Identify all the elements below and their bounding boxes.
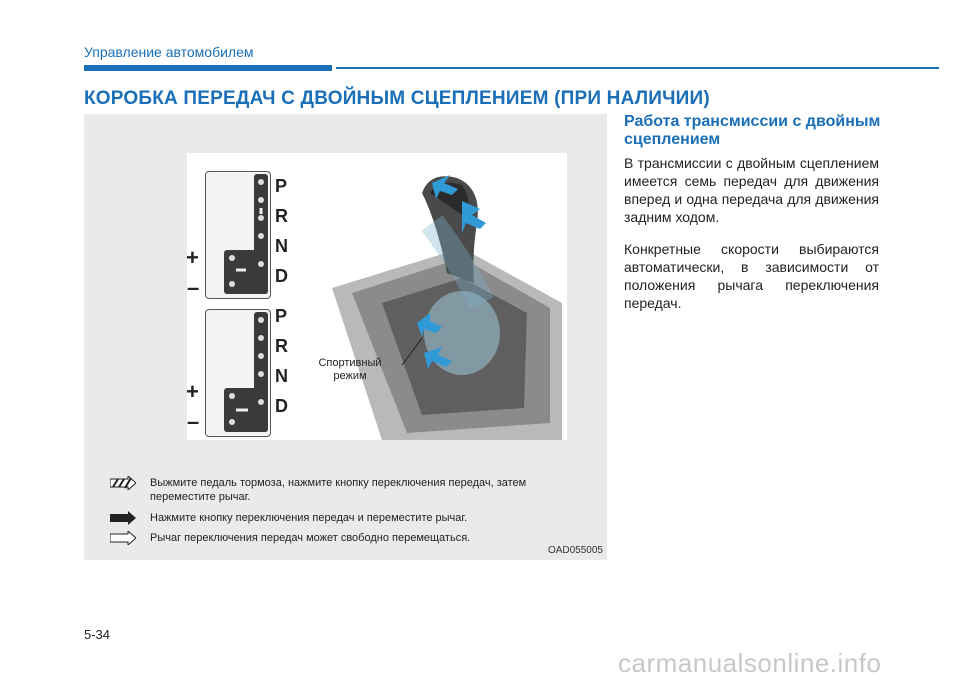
legend-text-3: Рычаг переключения передач может свободно перемещаться.: [150, 532, 471, 544]
figure-code: OAD055005: [547, 545, 603, 556]
gear-lever-illustration: [312, 153, 567, 440]
paragraph-1: В трансмиссии с двойным сцеплением имеется семь передач для движения вперед и одна передача для движения задним ходом.: [624, 155, 879, 225]
gate-d-2: D: [275, 396, 288, 416]
gate-d: D: [275, 266, 288, 286]
header-bar-thick: [84, 65, 332, 71]
minus-label-2: –: [187, 409, 200, 434]
gate-labels-sport: [275, 301, 288, 421]
gate-p-2: P: [275, 306, 288, 326]
plus-label: +: [186, 245, 199, 270]
plus-label-2: +: [186, 379, 199, 404]
legend-row-3: [110, 531, 470, 545]
legend-row-1: [110, 476, 570, 504]
running-header: Управление автомобилем: [84, 44, 254, 60]
hatched-arrow-icon: [110, 476, 136, 490]
gate-r-2: R: [275, 336, 288, 356]
page-number: 5-34: [84, 627, 111, 642]
shift-pattern-normal-diagram: [206, 172, 270, 298]
gate-labels-normal: [275, 171, 288, 291]
shift-pattern-normal: [205, 171, 271, 299]
legend-row-2: [110, 511, 467, 525]
header-bar-thin: [336, 67, 939, 69]
figure-inner: [187, 153, 567, 440]
sport-mode-callout: Спортивный режим: [318, 357, 382, 382]
paragraph-2: Конкретные скорости выбираются автоматически, в зависимости от положения рычага переключения передач.: [624, 241, 879, 311]
gate-n-2: N: [275, 366, 288, 386]
legend-text-2: Нажмите кнопку переключения передач и переместите рычаг.: [150, 512, 468, 524]
section-title: КОРОБКА ПЕРЕДАЧ С ДВОЙНЫМ СЦЕПЛЕНИЕМ (ПРИ НАЛИЧИИ): [84, 88, 710, 109]
figure: [84, 114, 607, 560]
subsection-title: Работа трансмиссии с двойным сцеплением: [624, 113, 881, 148]
solid-arrow-icon: [110, 511, 136, 525]
shift-pattern-sport-diagram: [206, 310, 270, 436]
legend-text-1: Выжмите педаль тормоза, нажмите кнопку переключения передач, затем переместите рычаг.: [150, 477, 527, 503]
shift-pattern-sport: [205, 309, 271, 437]
watermark: carmanualsonline.info: [618, 648, 882, 678]
gate-n: N: [275, 236, 288, 256]
outline-arrow-icon: [110, 531, 136, 545]
minus-label: –: [187, 275, 200, 300]
gate-r: R: [275, 206, 288, 226]
gate-p: P: [275, 176, 288, 196]
